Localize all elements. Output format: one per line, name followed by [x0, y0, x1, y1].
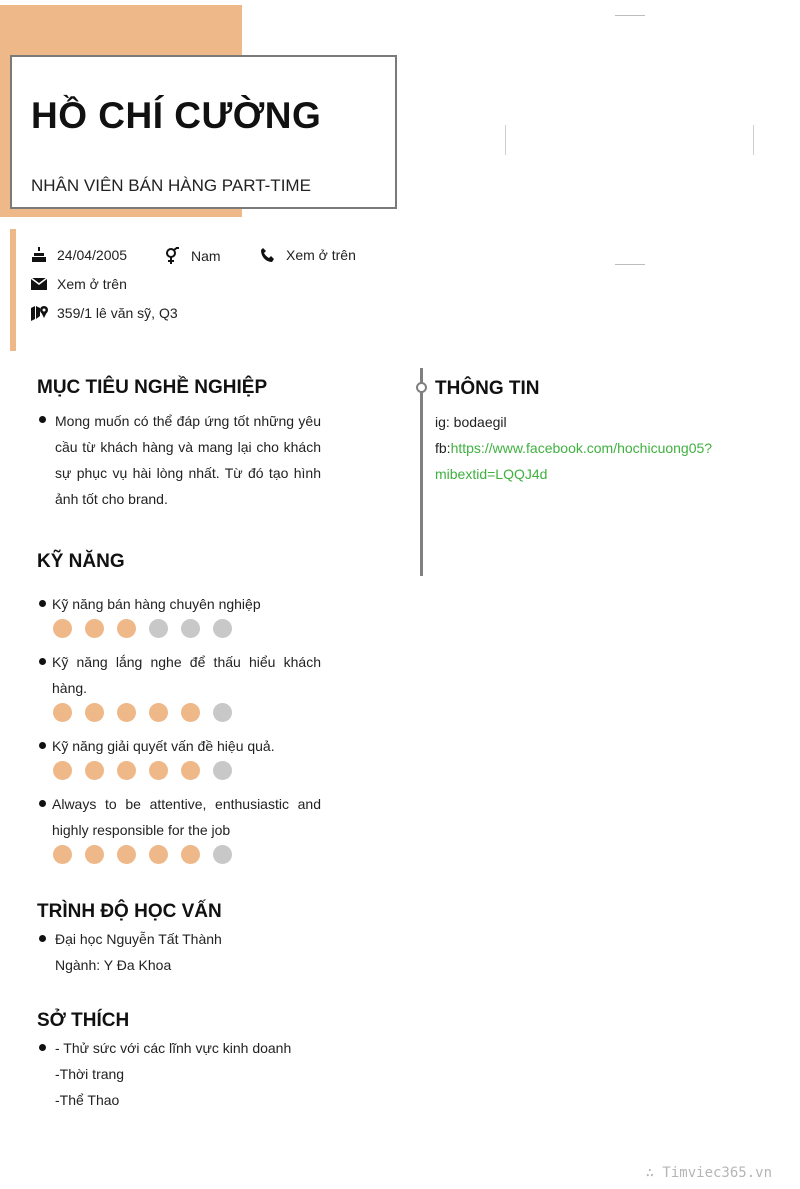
gender-icon	[165, 247, 191, 265]
candidate-name: HỒ CHÍ CƯỜNG	[31, 95, 322, 136]
skill-label-4: Always to be attentive, enthusiastic and highly responsible for the job	[52, 796, 321, 838]
profile-photo-placeholder	[505, 15, 755, 265]
skill-dot-filled	[85, 619, 104, 638]
skill-bullet	[39, 600, 46, 607]
info-title: THÔNG TIN	[435, 378, 540, 399]
skill-label-2: Kỹ năng lắng nghe để thấu hiểu khách hàng.	[52, 654, 321, 696]
skill-dot-filled	[117, 845, 136, 864]
skill-dot-filled	[85, 703, 104, 722]
skill-dot-empty	[213, 703, 232, 722]
skill-dot-filled	[53, 703, 72, 722]
skill-bullet	[39, 742, 46, 749]
info-fb	[435, 435, 712, 461]
name-card	[10, 55, 397, 209]
email-value: Xem ở trên	[57, 276, 127, 292]
skill-bullet	[39, 658, 46, 665]
education-title: TRÌNH ĐỘ HỌC VẤN	[37, 901, 222, 922]
fb-prefix: fb:	[435, 440, 451, 456]
skill-dot-filled	[53, 845, 72, 864]
skill-dot-empty	[181, 619, 200, 638]
objective-bullet	[39, 416, 46, 423]
skill-dot-empty	[213, 619, 232, 638]
skill-dot-empty	[213, 761, 232, 780]
skill-dot-filled	[181, 845, 200, 864]
hobby-line: -Thời trang	[55, 1066, 125, 1082]
skill-rating-1	[53, 619, 232, 638]
skill-dot-filled	[85, 761, 104, 780]
cake-icon	[31, 247, 57, 263]
skill-dot-filled	[149, 703, 168, 722]
skill-dot-filled	[181, 761, 200, 780]
skill-dot-empty	[213, 845, 232, 864]
facebook-link-continued[interactable]: mibextid=LQQJ4d	[435, 466, 548, 482]
info-ig: ig: bodaegil	[435, 414, 507, 430]
skill-dot-filled	[117, 761, 136, 780]
objective-title: MỤC TIÊU NGHỀ NGHIỆP	[37, 377, 268, 398]
skill-label-1: Kỹ năng bán hàng chuyên nghiệp	[52, 596, 261, 612]
skill-dot-filled	[53, 619, 72, 638]
objective-text: Mong muốn có thể đáp ứng tốt những yêu cầu từ khách hàng và mang lại cho khách sự phục vụ hài lòng nhất. Từ đó tạo hình ảnh tốt cho brand.	[55, 413, 321, 507]
job-title: NHÂN VIÊN BÁN HÀNG PART-TIME	[31, 176, 311, 195]
hobby-line: - Thử sức với các lĩnh vực kinh doanh	[55, 1040, 292, 1056]
skills-title: KỸ NĂNG	[37, 551, 125, 572]
watermark: ∴ Timviec365.vn	[645, 1165, 772, 1181]
contact-birthday	[31, 247, 127, 263]
skill-rating-4	[53, 845, 232, 864]
hobbies-bullet	[39, 1044, 46, 1051]
skill-dot-filled	[149, 761, 168, 780]
skill-dot-empty	[149, 619, 168, 638]
facebook-link[interactable]: https://www.facebook.com/hochicuong05?	[450, 440, 713, 456]
skill-rating-2	[53, 703, 232, 722]
contact-gender	[165, 247, 221, 265]
info-timeline-node	[416, 382, 427, 393]
hobbies-title: SỞ THÍCH	[37, 1010, 130, 1031]
hobby-line: -Thể Thao	[55, 1092, 120, 1108]
education-bullet	[39, 935, 46, 942]
skill-dot-filled	[149, 845, 168, 864]
skill-dot-filled	[53, 761, 72, 780]
map-marker-icon	[31, 305, 57, 321]
phone-value: Xem ở trên	[286, 247, 356, 263]
gender-value: Nam	[191, 248, 221, 264]
envelope-icon	[31, 278, 57, 290]
skill-dot-filled	[85, 845, 104, 864]
skill-dot-filled	[117, 619, 136, 638]
skill-rating-3	[53, 761, 232, 780]
education-school: Đại học Nguyễn Tất Thành	[55, 931, 222, 947]
skill-dot-filled	[117, 703, 136, 722]
contact-phone	[260, 247, 356, 263]
phone-icon	[260, 247, 286, 263]
address-value: 359/1 lê văn sỹ, Q3	[57, 305, 178, 321]
info-timeline-line	[420, 368, 423, 576]
education-major: Ngành: Y Đa Khoa	[55, 957, 172, 973]
skill-dot-filled	[181, 703, 200, 722]
skill-label-3: Kỹ năng giải quyết vấn đề hiệu quả.	[52, 738, 275, 754]
birthday-value: 24/04/2005	[57, 247, 128, 263]
contact-email	[31, 276, 127, 292]
skill-bullet	[39, 800, 46, 807]
contact-address	[31, 305, 178, 321]
contact-accent-bar	[10, 229, 16, 351]
